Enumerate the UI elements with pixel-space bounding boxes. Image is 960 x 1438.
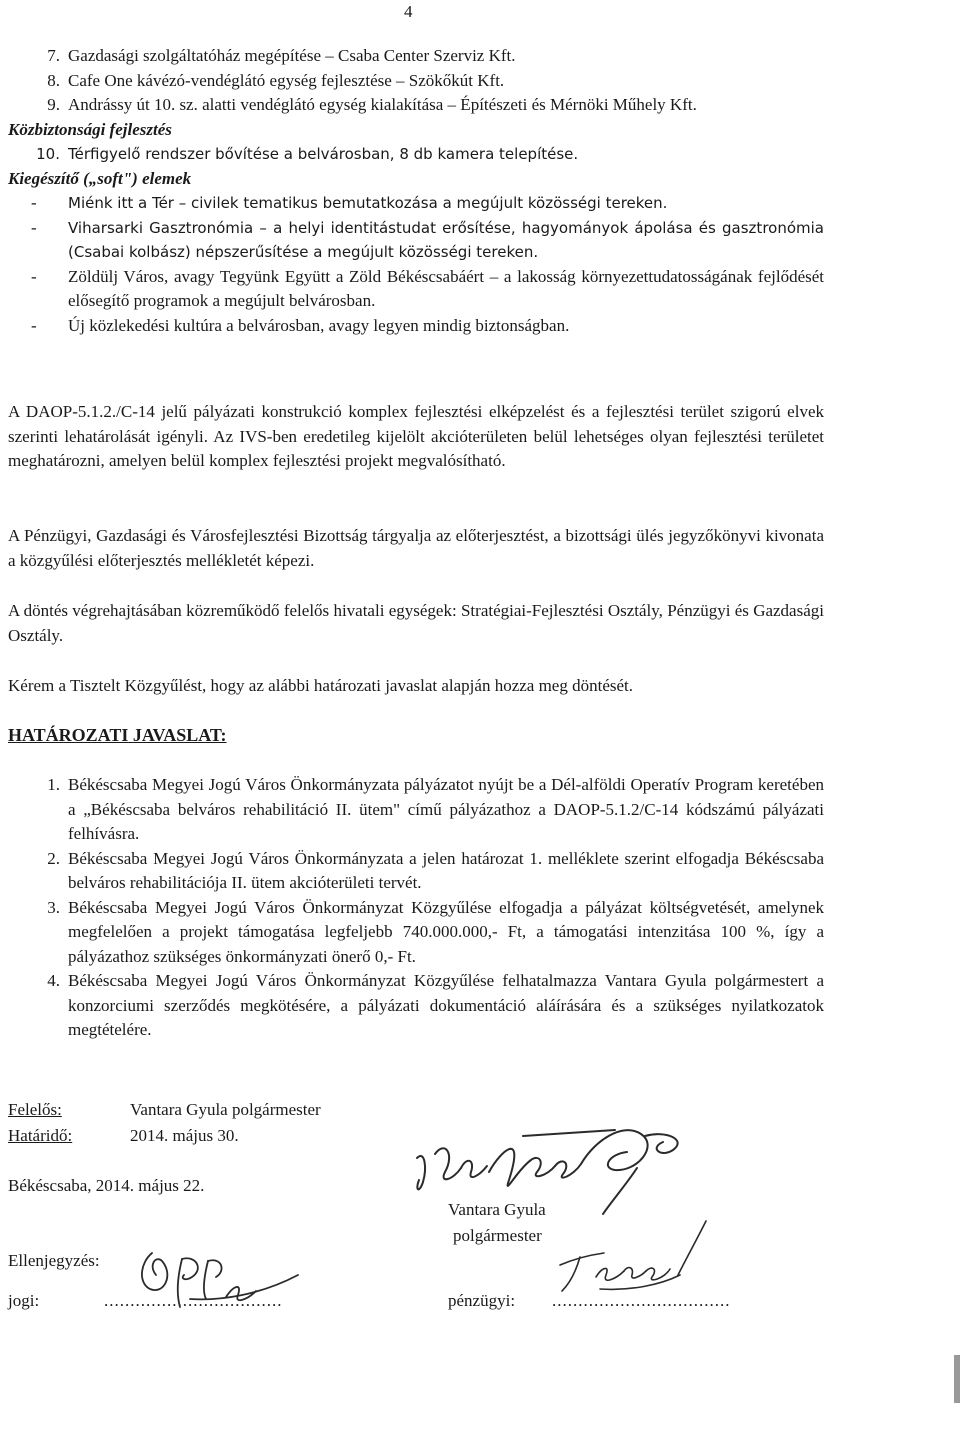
felelos-value: Vantara Gyula polgármester: [130, 1100, 321, 1119]
ellenjegyzes-label: Ellenjegyzés:: [8, 1251, 100, 1270]
list-item: 7. Gazdasági szolgáltatóház megépítése – Csaba Center Szerviz Kft.: [47, 46, 516, 65]
list-item: 1. Békéscsaba Megyei Jogú Város Önkormányzata pályázatot nyújt be a Dél-alföldi Operatív Program keretében a „Békéscsaba belváros rehabilitáció II. ütem" című pályázathoz a DAOP-5.1.2/C-14 kódszámú pályázati felhívásra.: [47, 775, 824, 843]
list-item: 2. Békéscsaba Megyei Jogú Város Önkormányzata a jelen határozat 1. melléklete szerint elfogadja Békéscsaba belváros rehabilitációja II. ütem akcióterületi tervét.: [47, 848, 824, 892]
section-heading-soft: Kiegészítő („soft") elemek: [8, 168, 192, 188]
list-item: - Miénk itt a Tér – civilek tematikus bemutatkozása a megújult közösségi tereken.: [31, 193, 668, 212]
felelos-label: Felelős:: [8, 1100, 62, 1119]
jogi-signature-line: ..................................: [104, 1291, 283, 1310]
legal-signature: [130, 1235, 310, 1315]
list-item: 8. Cafe One kávézó-vendéglátó egység fejlesztése – Szökőkút Kft.: [47, 70, 505, 90]
paragraph-bizottsag: A Pénzügyi, Gazdasági és Városfejlesztési Bizottság tárgyalja az előterjesztést, a bizottsági ülés jegyzőkönyvi kivonata a közgyűlési előterjesztés mellékletét képezi.: [8, 526, 824, 570]
penzugyi-label: pénzügyi:: [448, 1291, 516, 1310]
section-heading-kozbiztonsag: Közbiztonsági fejlesztés: [8, 119, 172, 139]
signer-name: Vantara Gyula: [448, 1200, 546, 1219]
hatarido-value: 2014. május 30.: [130, 1126, 239, 1145]
penzugyi-signature-line: ..................................: [552, 1291, 731, 1310]
list-item: 3. Békéscsaba Megyei Jogú Város Önkormányzat Közgyűlése elfogadja a pályázat költségvetését, amelynek megfelelően a projekt támogatása legfeljebb 740.000.000,- Ft, a támogatási intenzitása 100 %, így a pályázathoz szükséges önkormányzati önerő 0,- Ft.: [47, 897, 824, 966]
resolution-heading: HATÁROZATI JAVASLAT:: [8, 725, 227, 745]
scan-edge-mark: [954, 1355, 960, 1403]
page-number: 4: [404, 2, 413, 21]
place-date: Békéscsaba, 2014. május 22.: [8, 1176, 205, 1195]
paragraph-vegrehajtas: A döntés végrehajtásában közreműködő felelős hivatali egységek: Stratégiai-Fejlesztési Osztály, Pénzügyi és Gazdasági Osztály.: [8, 601, 824, 645]
list-item: 4. Békéscsaba Megyei Jogú Város Önkormányzat Közgyűlése felhatalmazza Vantara Gyula polgármestert a konzorciumi szerződés megkötésére, a pályázati dokumentáció aláírására és a szükséges nyilatkozatok megtételére.: [47, 971, 824, 1039]
hatarido-label: Határidő:: [8, 1126, 73, 1145]
jogi-label: jogi:: [8, 1291, 40, 1310]
financial-signature: [540, 1215, 720, 1305]
paragraph-daop: A DAOP-5.1.2./C-14 jelű pályázati konstrukció komplex fejlesztési elképzelést és a fejlesztési terület szigorú elvek szerinti lehatárolását igényli. Az IVS-ben eredetileg kijelölt akcióterületen belül lehetséges olyan fejlesztési területet meghatározni, amelyen belül komplex fejlesztési projekt megvalósítható.: [8, 402, 824, 470]
list-item: - Viharsarki Gasztronómia – a helyi identitástudat erősítése, hagyományok ápolása és gasztronómia (Csabai kolbász) népszerűsítése a megújult közösségi tereken.: [31, 217, 824, 261]
paragraph-kerem: Kérem a Tisztelt Közgyűlést, hogy az alábbi határozati javaslat alapján hozza meg döntését.: [8, 676, 634, 695]
list-item: - Új közlekedési kultúra a belvárosban, avagy legyen mindig biztonságban.: [31, 315, 570, 335]
list-item: 10. Térfigyelő rendszer bővítése a belvárosban, 8 db kamera telepítése.: [36, 145, 579, 163]
project-list: [8, 44, 824, 338]
signer-title: polgármester: [453, 1226, 542, 1245]
resolution-list: [8, 773, 824, 1043]
list-item: 9. Andrássy út 10. sz. alatti vendéglátó egység kialakítása – Építészeti és Mérnöki Műhely Kft.: [47, 95, 697, 114]
list-item: - Zöldülj Város, avagy Tegyünk Együtt a Zöld Békéscsabáért – a lakosság környezettudatosságának fejlődését elősegítő programok a megújult belvárosban.: [31, 266, 824, 310]
